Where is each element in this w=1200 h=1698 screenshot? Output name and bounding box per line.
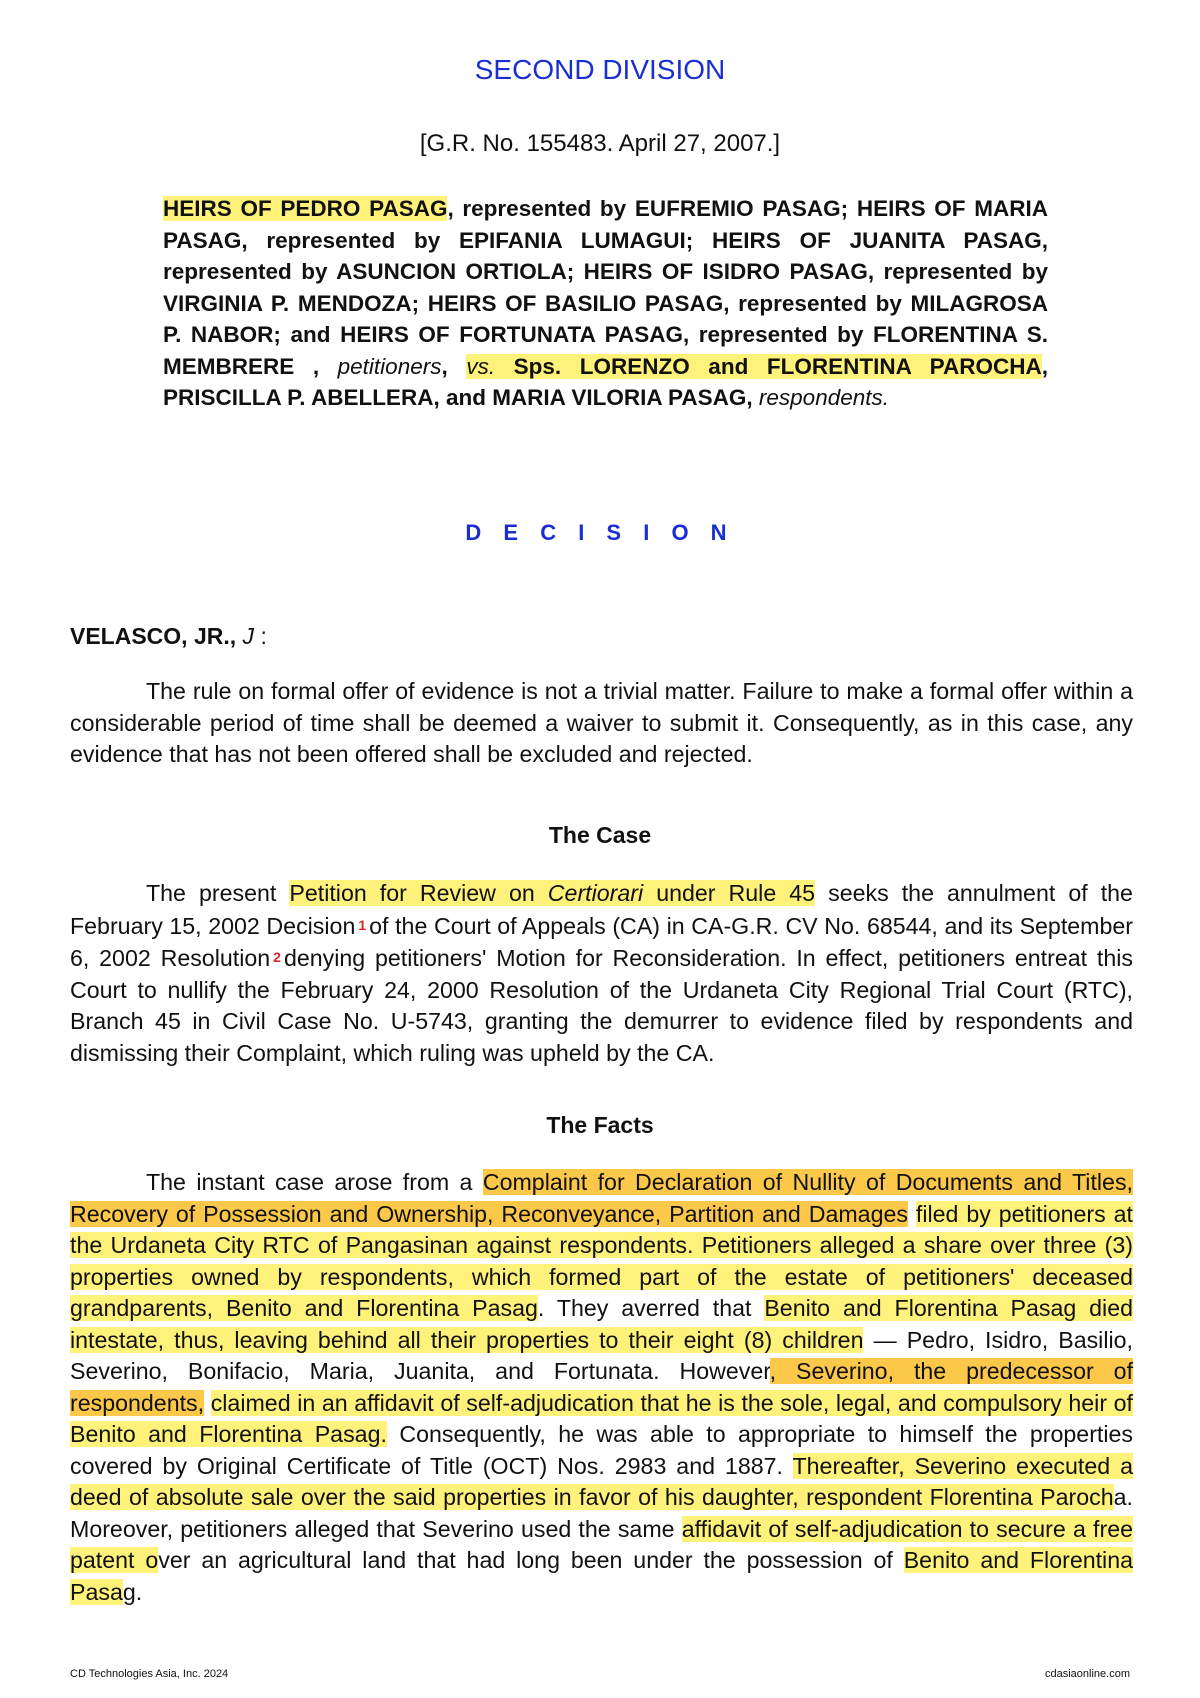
highlight: Benito and Florentina Pasag died intestate, thus, leaving behind all their properties to their eight (8) children [70, 1295, 1133, 1353]
paragraph-intro: The rule on formal offer of evidence is not a trivial matter. Failure to make a formal offer within a considerable period of time shall be deemed a waiver to submit it. Consequently, as in this case, any evidence that has not been offered shall be excluded and rejected. [70, 678, 1133, 767]
division-heading: SECOND DIVISION [474, 54, 726, 85]
text-segment: seeks the annulment of the February 15, 2002 Decision [70, 880, 1133, 939]
caption-segment: , PRISCILLA P. ABELLERA, and MARIA VILORIA PASAG [163, 353, 1048, 410]
caption-segment: HEIRS OF PEDRO PASAG [163, 196, 448, 221]
paragraph-case [70, 878, 1133, 1069]
ponente-line [70, 623, 267, 650]
highlight: affidavit of self-adjudication to secure a free patent o [70, 1515, 1133, 1573]
text-segment: Certiorari [547, 880, 644, 906]
paragraph-facts [70, 1167, 1133, 1608]
footnote-ref-link[interactable]: 2 [273, 949, 281, 965]
footnote-ref-link[interactable]: 1 [358, 916, 367, 933]
highlight: filed by petitioners at the Urdaneta City RTC of Pangasinan against respondents. Petitioners alleged a share over three (3) properties owned by respondents, which formed part of the estate of petitioners' deceased grandparents, Benito and Florentina Pasag [70, 1200, 1133, 1321]
ponente-name: VELASCO, JR., [70, 623, 237, 649]
footer-site: cdasiaonline.com [1045, 1668, 1130, 1680]
footer-copyright: CD Technologies Asia, Inc. 2024 [70, 1668, 229, 1680]
highlight: Benito and Florentina Pasa [70, 1547, 1133, 1605]
ponente-title: J [242, 623, 255, 649]
text-segment: under Rule 45 [656, 880, 816, 906]
text-segment: Consequently, he was able to appropriate to himself the properties covered by Original Certificate of Title (OCT) Nos. 2983 and 1887. [70, 1421, 1134, 1479]
caption-segment: petitioners [337, 353, 442, 379]
text-segment: — Pedro, Isidro, Basilio, Severino, Bonifacio, Maria, Juanita, and Fortunata. However [70, 1326, 1133, 1384]
highlight: Complaint for Declaration of Nullity of Documents and Titles, Recovery of Possession and Ownership, Reconveyance, Partition and Damages [70, 1169, 1133, 1227]
highlight: , Severino, the predecessor of respondents, [70, 1358, 1134, 1416]
highlight: claimed in an affidavit of self-adjudication that he is the sole, legal, and compulsory heir of Benito and Florentina Pasag. [70, 1389, 1133, 1447]
decision-title: D E C I S I O N [465, 520, 735, 545]
text-segment: Petition for Review on [289, 880, 535, 906]
text-segment: . They averred that [537, 1295, 752, 1321]
caption-segment: , [746, 385, 753, 410]
text-segment: The present [146, 880, 277, 906]
section-heading-case: The Case [548, 822, 652, 848]
caption-segment: respondents. [758, 385, 889, 410]
text-segment: a. Moreover, petitioners alleged that Severino used the same [70, 1484, 1133, 1542]
text-segment: ver an agricultural land that had long been under the possession of [158, 1547, 893, 1573]
caption-segment: , [441, 353, 448, 379]
caption-segment: , represented by EUFREMIO PASAG; HEIRS OF MARIA PASAG, represented by EPIFANIA LUMAGUI; HEIRS OF JUANITA PASAG, represented by ASUNCION ORTIOLA; HEIRS OF ISIDRO PASAG, represented by VIRGINIA P. MENDOZA; HEIRS OF BASILIO PASAG, represented by MILAGROSA P. NABOR; and HEIRS OF FORTUNATA PASAG, represented by FLORENTINA S. MEMBRERE , [163, 196, 1048, 379]
text-segment: of the Court of Appeals (CA) in CA-G.R. CV No. 68544, and its September 6, 2002 Resolution [70, 912, 1133, 971]
highlight [289, 880, 815, 906]
caption-segment: vs. [466, 353, 496, 379]
text-segment: g. [122, 1578, 143, 1605]
caption-highlight [466, 354, 1041, 379]
case-caption [163, 193, 1048, 414]
case-number: [G.R. No. 155483. April 27, 2007.] [419, 130, 781, 157]
section-heading-facts: The Facts [546, 1112, 654, 1138]
ponente-colon: : [260, 623, 267, 649]
text-segment: denying petitioners' Motion for Reconsideration. In effect, petitioners entreat this Court to nullify the February 24, 2000 Resolution of the Urdaneta City Regional Trial Court (RTC), Branch 45 in Civil Case No. U-5743, granting the demurrer to evidence filed by respondents and dismissing their Complaint, which ruling was upheld by the CA. [70, 945, 1133, 1066]
highlight: Thereafter, Severino executed a deed of absolute sale over the said properties in favor of his daughter, respondent Florentina Paroch [70, 1452, 1133, 1510]
text-segment: The instant case arose from a [146, 1169, 473, 1195]
caption-segment: Sps. LORENZO and FLORENTINA PAROCHA [513, 353, 1042, 379]
